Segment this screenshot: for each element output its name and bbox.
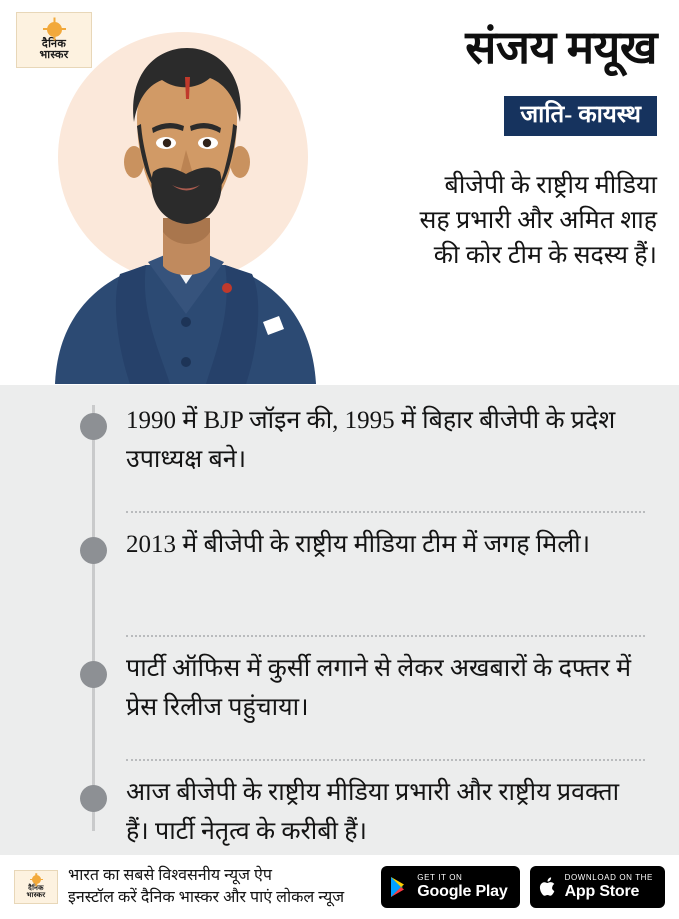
apple-icon	[539, 876, 558, 898]
intro-text: बीजेपी के राष्ट्रीय मीडिया सह प्रभारी और अमित शाह की कोर टीम के सदस्य हैं।	[419, 172, 657, 269]
timeline-section	[0, 385, 679, 855]
page-title: संजय मयूख	[465, 22, 657, 73]
footer	[0, 855, 679, 919]
google-play-icon	[390, 876, 410, 898]
portrait-illustration	[20, 22, 350, 384]
list-item-text: आज बीजेपी के राष्ट्रीय मीडिया प्रभारी और राष्ट्रीय प्रवक्ता हैं। पार्टी नेतृत्व के करीबी हैं।	[126, 779, 620, 845]
timeline-dot-icon	[80, 537, 107, 564]
brand-logo-line2: भास्कर	[39, 48, 69, 61]
sun-icon	[32, 875, 41, 884]
caste-badge: जाति- कायस्थ	[504, 96, 657, 136]
divider	[126, 511, 645, 513]
list-item	[0, 647, 679, 751]
portrait-photo	[20, 22, 350, 384]
timeline-dot-icon	[80, 413, 107, 440]
app-store-label: App Store	[564, 883, 640, 900]
google-play-label: Google Play	[417, 883, 508, 900]
store-badges	[381, 866, 665, 908]
footer-promo-line1: भारत का सबसे विश्वसनीय न्यूज ऐप	[68, 867, 272, 884]
footer-brand-logo	[14, 870, 58, 904]
footer-logo-line2: भास्कर	[26, 891, 46, 899]
timeline-dot-icon	[80, 661, 107, 688]
timeline-dot-icon	[80, 785, 107, 812]
list-item-text: 2013 में बीजेपी के राष्ट्रीय मीडिया टीम में जगह मिली।	[126, 531, 591, 558]
divider	[126, 759, 645, 761]
app-store-button[interactable]	[530, 866, 665, 908]
google-play-button[interactable]	[381, 866, 519, 908]
footer-promo-text	[68, 865, 381, 909]
list-item	[0, 399, 679, 503]
brand-logo-line1: दैनिक	[41, 37, 67, 50]
timeline-list	[0, 385, 679, 875]
divider	[126, 635, 645, 637]
list-item-text: 1990 में BJP जॉइन की, 1995 में बिहार बीजेपी के प्रदेश उपाध्यक्ष बने।	[126, 407, 616, 473]
app-store-small-label: DOWNLOAD ON THE	[564, 873, 653, 882]
list-item-text: पार्टी ऑफिस में कुर्सी लगाने से लेकर अखबारों के दफ्तर में प्रेस रिलीज पहुंचाया।	[126, 655, 632, 721]
google-play-small-label: GET IT ON	[417, 873, 463, 882]
footer-logo-line1: दैनिक	[28, 884, 44, 892]
list-item	[0, 523, 679, 627]
header-section	[0, 0, 679, 385]
footer-promo-line2: इनस्टॉल करें दैनिक भास्कर और पाएं लोकल न्यूज	[68, 889, 345, 906]
